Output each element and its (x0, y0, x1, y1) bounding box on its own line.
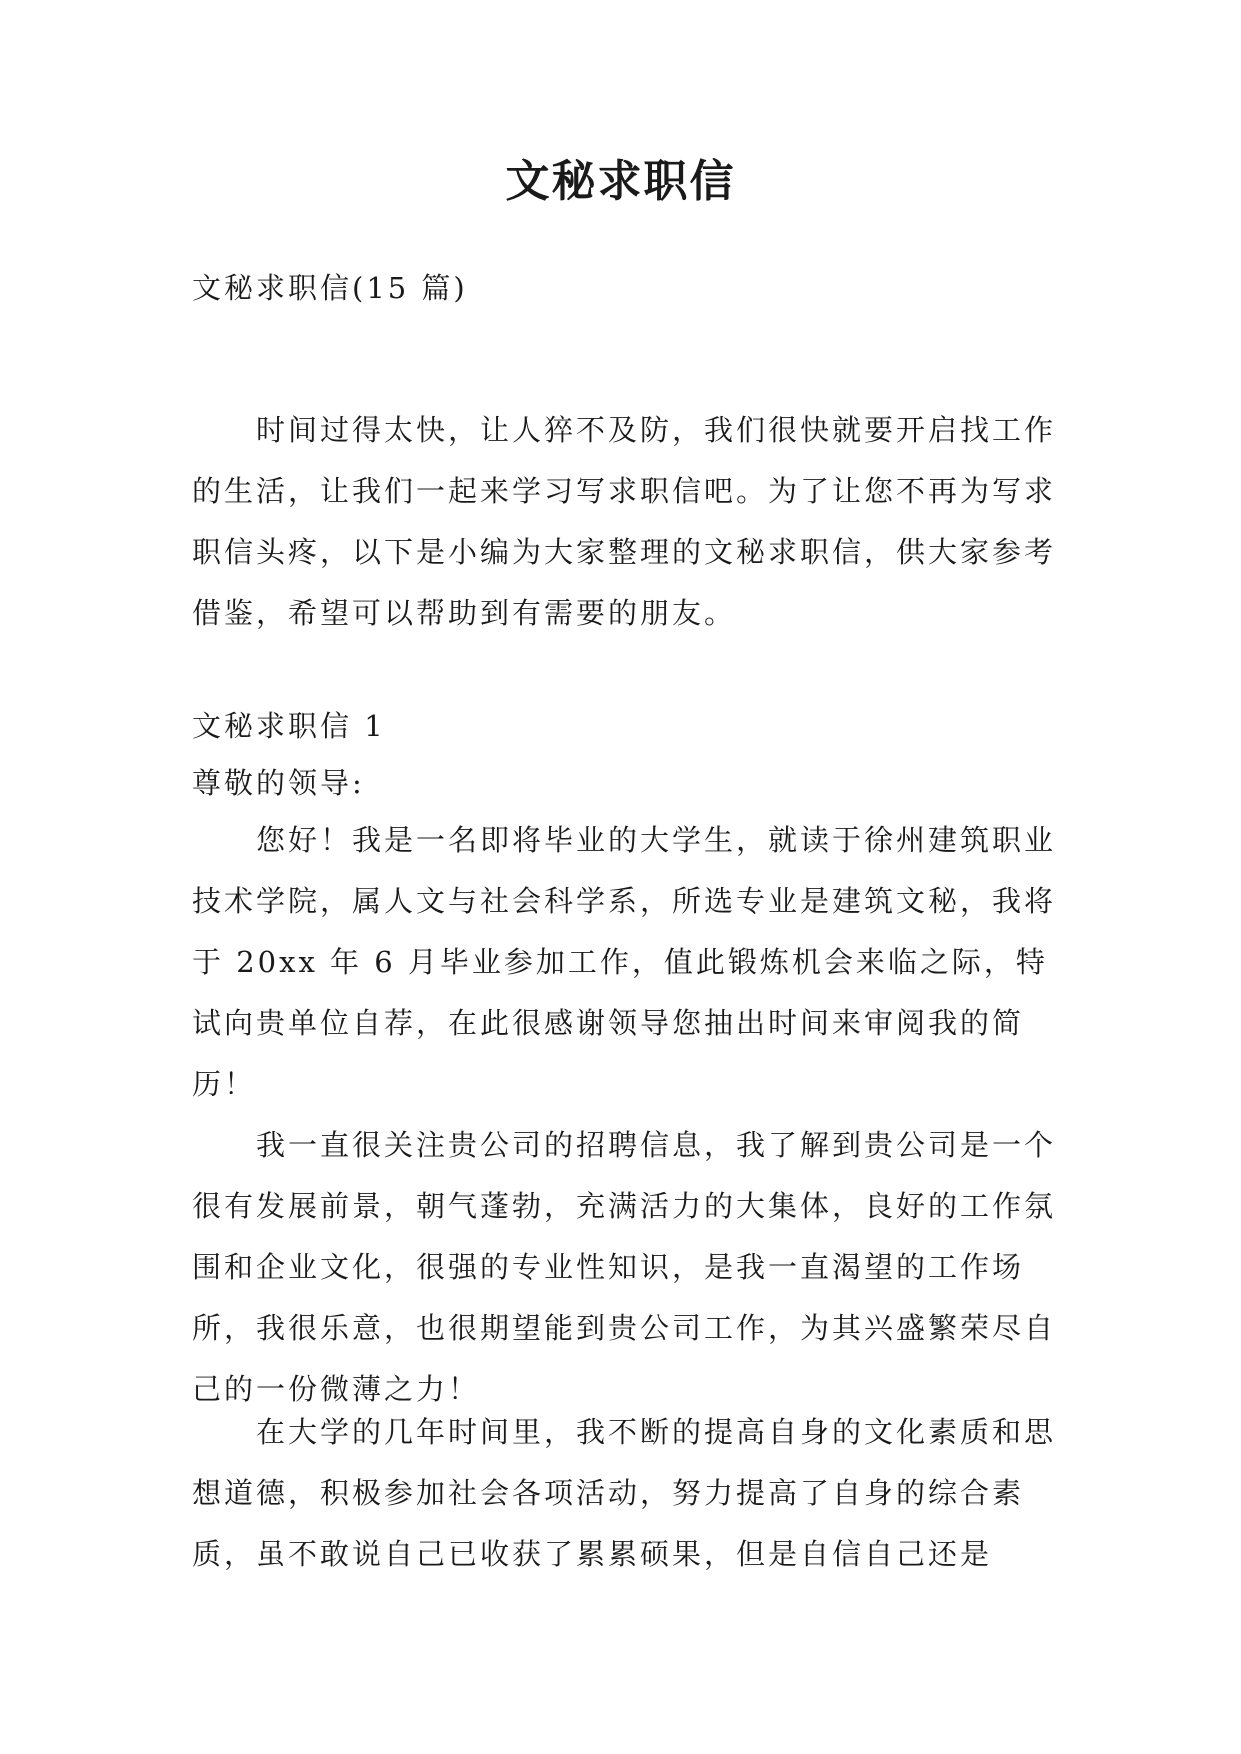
body-paragraph-2: 我一直很关注贵公司的招聘信息，我了解到贵公司是一个很有发展前景，朝气蓬勃，充满活力的大集体，良好的工作氛围和企业文化，很强的专业性知识，是我一直渴望的工作场所，我很乐意，也很期望能到贵公司工作，为其兴盛繁荣尽自己的一份微薄之力！ (192, 1128, 1057, 1406)
body-paragraph-3: 在大学的几年时间里，我不断的提高自身的文化素质和思想道德，积极参加社会各项活动，努力提高了自身的综合素质，虽不敢说自己已收获了累累硕果，但是自信自己还是 (192, 1415, 1057, 1571)
document-subtitle: 文秘求职信(15 篇) (192, 271, 468, 305)
letter-heading: 文秘求职信 1 (192, 709, 386, 743)
salutation: 尊敬的领导: (192, 766, 365, 800)
document-title: 文秘求职信 (505, 156, 736, 207)
intro-paragraph: 时间过得太快，让人猝不及防，我们很快就要开启找工作的生活，让我们一起来学习写求职信吧。为了让您不再为写求职信头疼，以下是小编为大家整理的文秘求职信，供大家参考借鉴，希望可以帮助到有需要的朋友。 (192, 413, 1057, 630)
body-paragraph-1: 您好！我是一名即将毕业的大学生，就读于徐州建筑职业技术学院，属人文与社会科学系，所选专业是建筑文秘，我将于 20xx 年 6 月毕业参加工作，值此锻炼机会来临之际，特试向贵单位自荐，在此很感谢领导您抽出时间来审阅我的简历！ (192, 823, 1057, 1101)
